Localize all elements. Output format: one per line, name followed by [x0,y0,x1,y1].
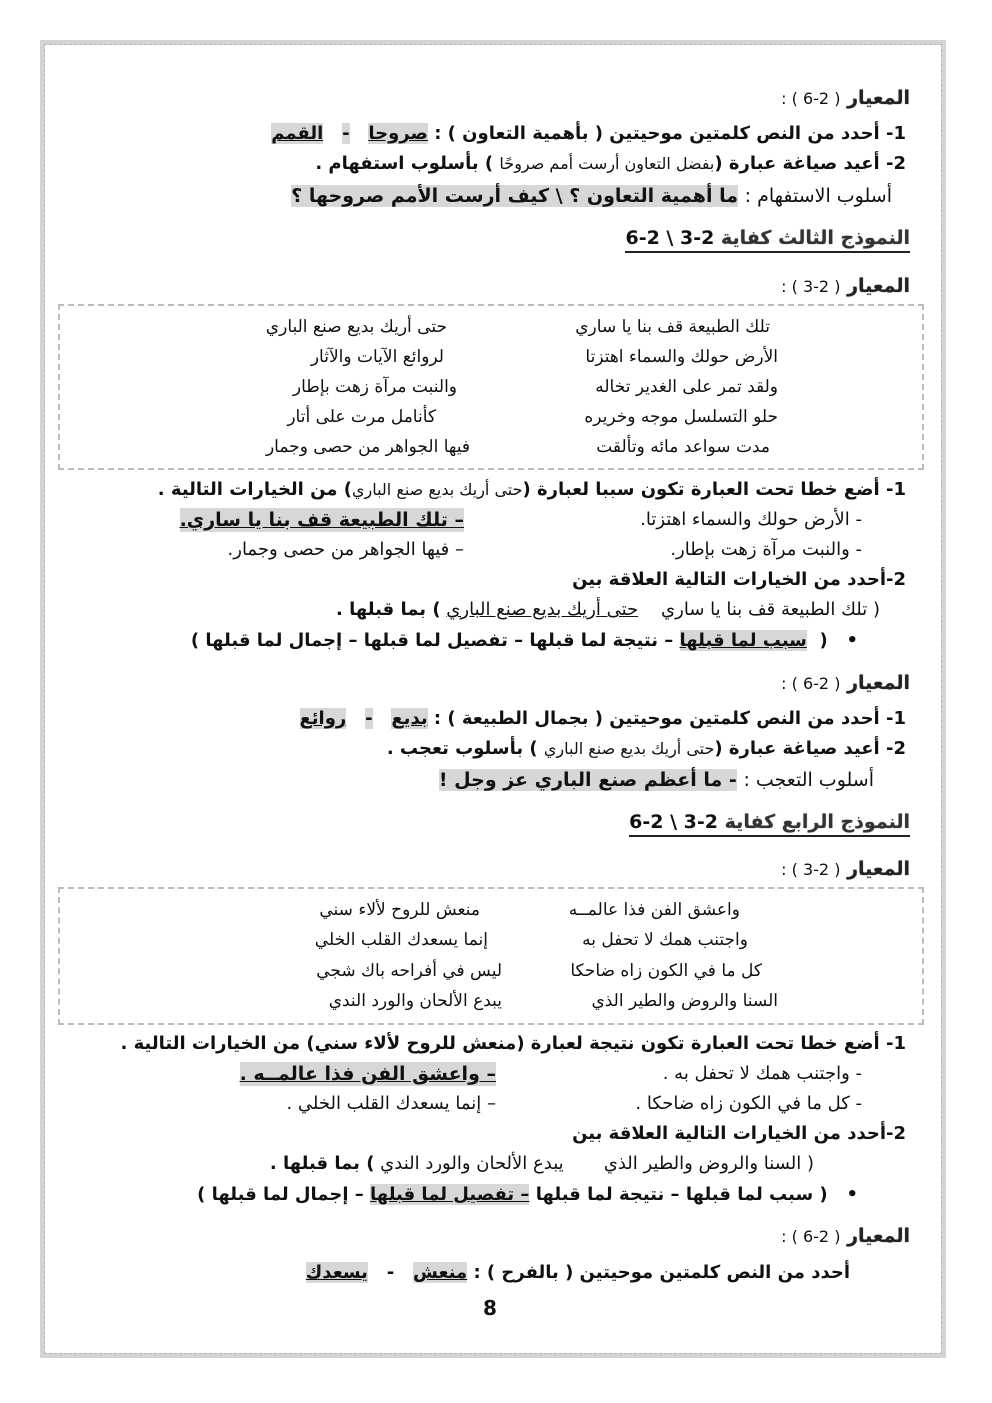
poem-verse-second-half: يبدع الألحان والورد الندي [328,991,502,1011]
answer-word: منعش [413,1262,468,1283]
question-line [158,478,906,502]
option-item: - واجتنب همك لا تحفل به . [662,1063,862,1084]
standard-code: ( 2-3 ) : [781,860,841,879]
option-item: - كل ما في الكون زاه ضاحكا . [635,1093,862,1114]
question-text: 1- أضع خطا تحت العبارة تكون سببا لعبارة ( [522,479,906,500]
answer-text: ما أهمية التعاون ؟ \ كيف أرست الأمم صروحها ؟ [291,185,738,207]
standard-label: المعيار [847,275,910,297]
model-label: النموذج الثالث كفاية [720,227,910,249]
answer-line [439,768,874,792]
quoted-phrase: بفضل التعاون أرست أمم صروحًا [499,154,715,173]
question-line [306,1261,850,1285]
poem-verse-second-half: لروائع الآيات والآثار [310,347,444,367]
poem-verse-first-half: كل ما في الكون زاه ضاحكا [570,961,762,981]
relation-text: يبدع الألحان والورد الندي [380,1153,564,1174]
question-line [300,707,907,731]
poem-verse-second-half: إنما يسعدك القلب الخلي [314,930,488,950]
bullet: • [846,630,858,651]
option-item: - الأرض حولك والسماء اهتزتا. [640,509,862,530]
standard-label: المعيار [847,1225,910,1247]
question-line [315,152,906,176]
page-number: 8 [483,1296,497,1320]
question-text: 1- أحدد من النص كلمتين موحيتين ( بأهمية التعاون ) : [434,123,906,144]
answer-separator: - [342,123,350,144]
poem-verse-first-half: حلو التسلسل موجه وخريره [584,407,778,427]
relation-text: ( تلك الطبيعة قف بنا يا ساري [661,599,880,620]
relation-text: ) بما قبلها . [269,1153,375,1174]
option-item: – إنما يسعدك القلب الخلي . [286,1093,496,1114]
model-code: 2-3 \ 2-6 [625,227,715,249]
relation-line [270,1152,814,1176]
choices-text: – إجمال لما قبلها ) [197,1184,364,1205]
option-item: - والنبت مرآة زهت بإطار. [670,539,862,560]
poem-verse-first-half: واعشق الفن فذا عالمــه [568,900,740,920]
standard-heading [781,671,910,696]
option-item-selected: – تلك الطبيعة قف بنا يا ساري. [179,509,464,531]
poem-verse-first-half: الأرض حولك والسماء اهتزتا [585,347,778,367]
question-line [121,1032,907,1056]
question-text: ) من الخيارات التالية . [120,1033,315,1054]
poem-verse-first-half: ولقد تمر على الغدير تخاله [595,377,778,397]
model-code: 2-3 \ 2-6 [629,811,719,833]
quoted-phrase: حتى أريك بديع صنع الباري [543,739,715,758]
answer-word: صروحا [368,123,428,144]
standard-heading [781,1224,910,1249]
option-item-selected: – واعشق الفن فذا عالمــه . [239,1063,496,1085]
choice-selected: – تفصيل لما قبلها [370,1184,530,1205]
question-text: ) من الخيارات التالية . [157,479,352,500]
poem-verse-first-half: مدت سواعد مائه وتألقت [596,437,770,457]
model-label: النموذج الرابع كفاية [724,811,910,833]
question-line [387,737,906,761]
poem-verse-first-half: واجتنب همك لا تحفل به [582,930,748,950]
choices-text: – نتيجة لما قبلها – تفصيل لما قبلها – إجمال لما قبلها ) [190,630,674,651]
quoted-phrase: حتى أريك بديع صنع الباري [351,480,523,499]
answer-word: روائع [299,708,347,729]
standard-heading [781,86,910,111]
relation-line [336,598,880,622]
answer-separator: - [386,1262,395,1283]
standard-code: ( 2-6 ) : [781,89,841,108]
standard-code: ( 2-6 ) : [781,1227,841,1246]
relation-text: ( السنا والروض والطير الذي [603,1153,814,1174]
standard-heading [781,857,910,882]
question-text: أحدد من النص كلمتين موحيتين ( بالفرح ) : [473,1262,850,1283]
answer-label: أسلوب الاستفهام : [744,185,892,207]
standard-code: ( 2-3 ) : [781,277,841,296]
question-text: 2- أعيد صياغة عبارة ( [714,153,906,174]
standard-label: المعيار [847,672,910,694]
poem-verse-second-half: منعش للروح لألاء سني [319,900,480,920]
question-line [271,122,906,146]
choices-text: ( [819,630,828,651]
standard-label: المعيار [847,858,910,880]
answer-text: - ما أعظم صنع الباري عز وجل ! [438,769,737,791]
choice-selected: سبب لما قبلها [679,630,807,651]
poem-verse-first-half: السنا والروض والطير الذي [591,991,778,1011]
poem-box [58,304,924,470]
poem-verse-second-half: كأنامل مرت على أتار [287,407,436,427]
poem-verse-second-half: حتى أريك بديع صنع الباري [265,317,447,337]
standard-heading [781,274,910,299]
answer-word: يسعدك [305,1262,368,1283]
relation-text: ) بما قبلها . [335,599,441,620]
choices-text: ( سبب لما قبلها – نتيجة لما قبلها [535,1184,828,1205]
question-text: ) بأسلوب استفهام . [315,153,494,174]
poem-verse-second-half: ليس في أفراحه باك شجي [316,961,502,981]
relation-text: حتى أريك بديع صنع الباري [446,599,639,620]
quoted-phrase: منعش للروح لألاء سني [314,1033,517,1054]
choices-line [191,629,858,653]
poem-verse-second-half: والنبت مرآة زهت بإطار [292,377,457,397]
model-heading [629,810,910,837]
answer-line [291,184,892,208]
question-text: 2-أحدد من الخيارات التالية العلاقة بين [572,1123,906,1144]
bullet: • [846,1184,858,1205]
question-text: 1- أحدد من النص كلمتين موحيتين ( بجمال الطبيعة ) : [433,708,906,729]
option-item: – فيها الجواهر من حصى وجمار. [227,539,464,560]
answer-word: بديع [391,708,428,729]
question-text: 1- أضع خطا تحت العبارة تكون نتيجة لعبارة ( [516,1033,906,1054]
question-text: 2-أحدد من الخيارات التالية العلاقة بين [572,569,906,590]
poem-verse-second-half: فيها الجواهر من حصى وجمار [265,437,470,457]
question-text: 2- أعيد صياغة عبارة ( [714,738,906,759]
question-text: ) بأسلوب تعجب . [386,738,538,759]
choices-line [197,1183,858,1207]
poem-verse-first-half: تلك الطبيعة قف بنا يا ساري [575,317,770,337]
model-heading [625,226,910,253]
answer-word: القمم [271,123,324,144]
answer-label: أسلوب التعجب : [743,769,874,791]
answer-separator: - [365,708,373,729]
standard-label: المعيار [847,87,910,109]
standard-code: ( 2-6 ) : [781,674,841,693]
